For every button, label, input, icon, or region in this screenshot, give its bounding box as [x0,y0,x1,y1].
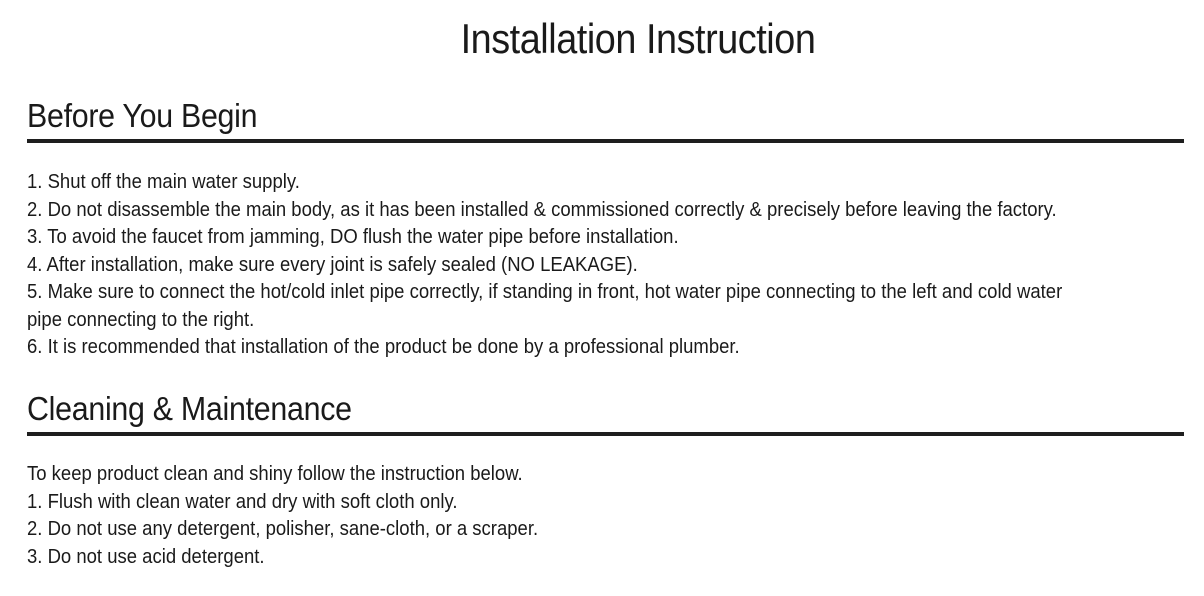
intro-text: To keep product clean and shiny follow the instruction below. [27,463,523,485]
section-divider [27,432,1184,436]
list-item: 5. Make sure to connect the hot/cold inlet pipe correctly, if standing in front, hot water pipe connecting to the left and cold water [27,281,1063,303]
cleaning-maintenance-list [27,461,1184,571]
list-item: 3. Do not use acid detergent. [27,545,265,568]
list-item: 1. Shut off the main water supply. [27,171,300,193]
cleaning-maintenance-section [27,390,1184,571]
section-heading-before-you-begin: Before You Begin [27,97,258,134]
list-item-continuation: pipe connecting to the right. [27,308,255,331]
before-you-begin-section [27,97,1184,362]
list-item: 4. After installation, make sure every joint is safely sealed (NO LEAKAGE). [27,253,638,276]
list-item: 2. Do not use any detergent, polisher, sane-cloth, or a scraper. [27,518,539,540]
list-item: 2. Do not disassemble the main body, as it has been installed & commissioned correctly & precisely before leaving the factory. [27,198,1057,221]
list-item: 1. Flush with clean water and dry with soft cloth only. [27,490,458,513]
section-heading-cleaning-maintenance: Cleaning & Maintenance [27,390,352,427]
before-you-begin-list [27,169,1184,362]
page-title: Installation Instruction [460,15,816,62]
section-divider [27,139,1184,143]
list-item: 6. It is recommended that installation of the product be done by a professional plumber. [27,336,740,358]
list-item: 3. To avoid the faucet from jamming, DO flush the water pipe before installation. [27,226,679,248]
